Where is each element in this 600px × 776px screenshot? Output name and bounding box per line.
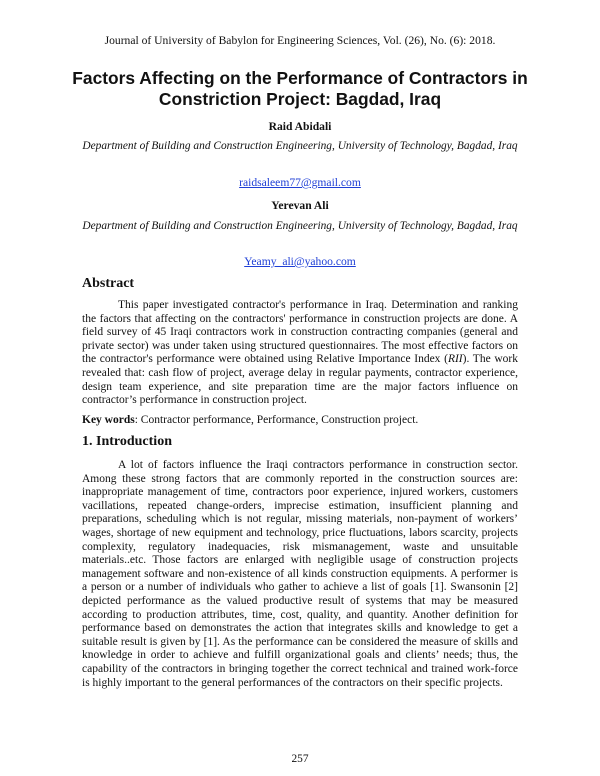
keywords-label: Key words [82, 414, 135, 426]
abstract-text-part: This paper investigated contractor's performance in Iraq. Determination and ranking the factors that affecting on the contractors' performance in construction projects are done. A field survey of 45 Iraqi contractors work in construction contracting companies (general and private sector) was under taken using structured questionnaires. The most effective factors on the contractor's performance were obtained using Relative Importance Index ( [82, 299, 518, 366]
author-name: Yerevan Ali [271, 199, 329, 212]
abstract-text-part: ). The work revealed that: cash flow of project, average delay in regular payments, contractor experience, design team experience, and site preparation time are the major factors influence on contractor’s performance in construction project. [82, 353, 519, 407]
rii-abbreviation: RII [447, 353, 463, 366]
abstract-heading: Abstract [82, 276, 135, 291]
running-header: Journal of University of Babylon for Engineering Sciences, Vol. (26), No. (6): 2018. [104, 34, 496, 47]
page-number: 257 [291, 753, 309, 765]
author-email [0, 255, 600, 268]
author-name: Raid Abidali [268, 120, 332, 133]
abstract-paragraph [82, 299, 518, 408]
introduction-paragraph: A lot of factors influence the Iraqi contractors performance in construction sector. Among these strong factors that are commonly reported in the construction sources are: inappropriate management of time, contractors poor experience, injured workers, customers vacillations, repeated change-orders, imprecise estimation, insufficient planning and preparations, scheduling which is not regular, missing materials, non-payment of workers’ wages, shortage of new equipment and technology, price fluctuations, labors scarcity, projects complexity, regulatory inadequacies, risk mismanagement, waste and unsuitable materials..etc. Those factors are enlarged with negligible usage of construction projects management software and non-existence of all kinds construction equipments. A performer is a person or a number of individuals who gather to achieve a list of goals [1]. Swansonin [2] depicted performance as the valued productive result of systems that may be measured according to production attributes, time, cost, quality, and quantity. Another definition for performance based on demonstrates the action that integrates skills and knowledge to get a suitable result is given by [1]. As the performance can be considered the measure of skills and knowledge in order to achieve and fulfill organizational goals and clients’ needs; thus, the capability of the contractors in bringing together the correct technical and trained work-force is highly important to the general performances of the contractors on their specific projects. [82, 459, 518, 689]
author-email [0, 176, 600, 189]
author-affiliation: Department of Building and Construction Engineering, University of Technology, Bagdad, Iraq [82, 220, 518, 232]
keywords [82, 414, 518, 428]
author-email-link[interactable]: raidsaleem77@gmail.com [239, 176, 361, 189]
keywords-text: : Contractor performance, Performance, Construction project. [134, 414, 419, 426]
introduction-heading: 1. Introduction [82, 434, 172, 449]
author-affiliation: Department of Building and Construction Engineering, University of Technology, Bagdad, Iraq [82, 140, 518, 152]
author-email-link[interactable]: Yeamy_ali@yahoo.com [244, 255, 356, 268]
paper-title: Factors Affecting on the Performance of Contractors in Constriction Project: Bagdad, Iraq [72, 68, 528, 109]
